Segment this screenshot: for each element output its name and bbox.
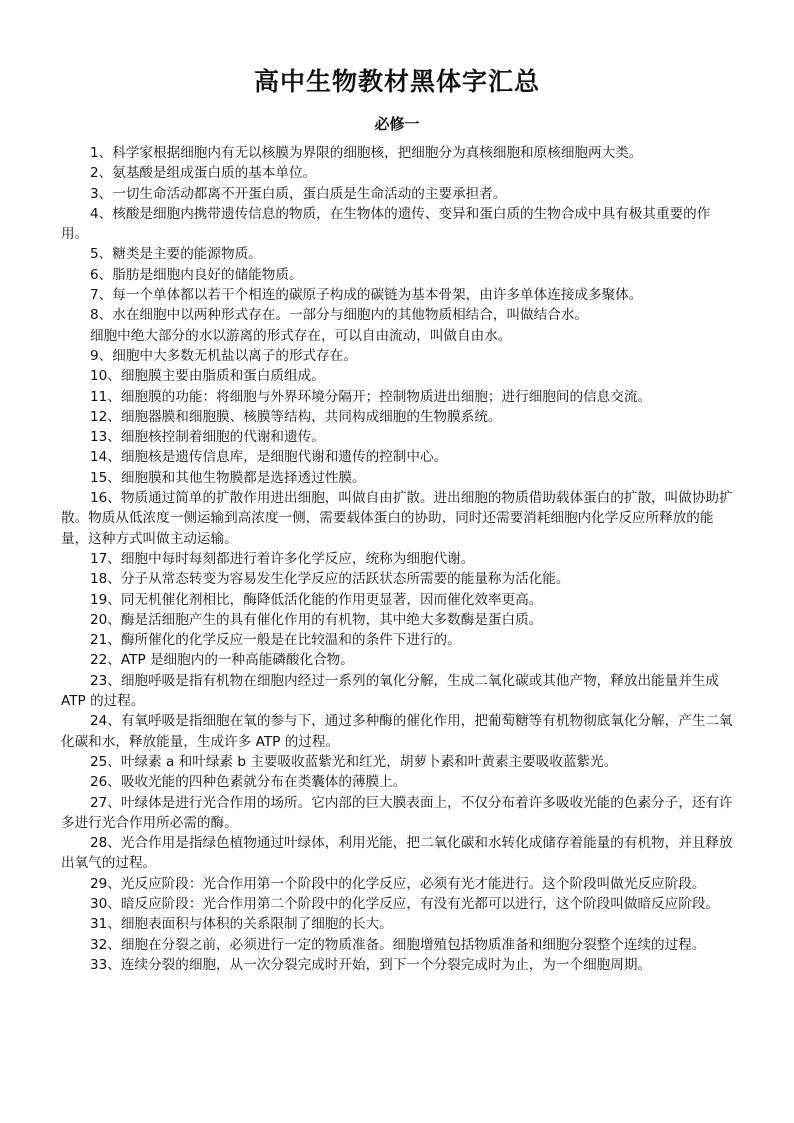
paragraph-list [61, 143, 734, 975]
paragraph: 18、分子从常态转变为容易发生化学反应的活跃状态所需要的能量称为活化能。 [90, 571, 570, 588]
paragraph: 27、叶绿体是进行光合作用的场所。它内部的巨大膜表面上，不仅分布着许多吸收光能的色素分子，还有许多进行光合作用所必需的酶。 [61, 794, 733, 831]
paragraph: 19、同无机催化剂相比，酶降低活化能的作用更显著，因而催化效率更高。 [90, 591, 543, 608]
paragraph: 13、细胞核控制着细胞的代谢和遗传。 [90, 429, 325, 446]
section-heading: 必修一 [374, 115, 420, 133]
paragraph: 29、光反应阶段：光合作用第一个阶段中的化学反应，必须有光才能进行。这个阶段叫做光反应阶段。 [90, 875, 706, 892]
paragraph: 33、连续分裂的细胞，从一次分裂完成时开始，到下一个分裂完成时为止，为一个细胞周期。 [90, 956, 652, 973]
paragraph: 20、酶是活细胞产生的具有催化作用的有机物，其中绝大多数酶是蛋白质。 [90, 611, 543, 628]
paragraph: 26、吸收光能的四种色素就分布在类囊体的薄膜上。 [90, 774, 407, 791]
paragraph: 12、细胞器膜和细胞膜、核膜等结构，共同构成细胞的生物膜系统。 [90, 408, 502, 425]
paragraph: 23、细胞呼吸是指有机物在细胞内经过一系列的氧化分解，生成二氧化碳或其他产物，释放出能量并生成 ATP 的过程。 [61, 672, 720, 710]
paragraph: 22、ATP 是细胞内的一种高能磷酸化合物。 [90, 652, 354, 669]
paragraph: 11、细胞膜的功能：将细胞与外界环境分隔开；控制物质进出细胞；进行细胞间的信息交流。 [90, 388, 652, 405]
paragraph: 4、核酸是细胞内携带遗传信息的物质，在生物体的遗传、变异和蛋白质的生物合成中具有极其重要的作用。 [61, 205, 711, 243]
paragraph: 8、水在细胞中以两种形式存在。一部分与细胞内的其他物质相结合，叫做结合水。 [90, 307, 589, 324]
paragraph: 6、脂肪是细胞内良好的储能物质。 [90, 266, 303, 283]
paragraph: 32、细胞在分裂之前，必须进行一定的物质准备。细胞增殖包括物质准备和细胞分裂整个连续的过程。 [90, 936, 706, 953]
paragraph: 细胞中绝大部分的水以游离的形式存在，可以自由流动，叫做自由水。 [90, 327, 512, 344]
paragraph: 7、每一个单体都以若干个相连的碳原子构成的碳链为基本骨架，由许多单体连接成多聚体。 [90, 287, 643, 304]
paragraph: 28、光合作用是指绿色植物通过叶绿体，利用光能，把二氧化碳和水转化成储存着能量的有机物，并且释放出氧气的过程。 [61, 835, 733, 872]
paragraph: 9、细胞中大多数无机盐以离子的形式存在。 [90, 347, 357, 364]
paragraph: 31、细胞表面积与体积的关系限制了细胞的长大。 [90, 916, 393, 933]
paragraph: 10、细胞膜主要由脂质和蛋白质组成。 [90, 368, 325, 385]
document-title: 高中生物教材黑体字汇总 [253, 67, 540, 96]
paragraph: 2、氨基酸是组成蛋白质的基本单位。 [90, 165, 317, 182]
paragraph: 17、细胞中每时每刻都进行着许多化学反应，统称为细胞代谢。 [90, 550, 475, 567]
paragraph: 30、暗反应阶段：光合作用第二个阶段中的化学反应，有没有光都可以进行，这个阶段叫做暗反应阶段。 [90, 895, 720, 912]
paragraph: 15、细胞膜和其他生物膜都是选择透过性膜。 [90, 469, 366, 486]
paragraph: 24、有氧呼吸是指细胞在氧的参与下，通过多种酶的催化作用，把葡萄糖等有机物彻底氧化分解，产生二氧化碳和水，释放能量，生成许多 ATP 的过程。 [61, 713, 733, 750]
paragraph: 3、一切生命活动都离不开蛋白质，蛋白质是生命活动的主要承担者。 [90, 185, 507, 202]
paragraph: 25、叶绿素 a 和叶绿素 b 主要吸收蓝紫光和红光，胡萝卜素和叶黄素主要吸收蓝紫光。 [90, 753, 618, 770]
paragraph: 14、细胞核是遗传信息库，是细胞代谢和遗传的控制中心。 [90, 449, 448, 466]
paragraph: 1、科学家根据细胞内有无以核膜为界限的细胞核，把细胞分为真核细胞和原核细胞两大类。 [90, 145, 643, 161]
paragraph: 21、酶所催化的化学反应一般是在比较温和的条件下进行的。 [90, 632, 461, 649]
paragraph: 16、物质通过简单的扩散作用进出细胞，叫做自由扩散。进出细胞的物质借助载体蛋白的扩散，叫做协助扩散。物质从低浓度一侧运输到高浓度一侧，需要载体蛋白的协助，同时还需要消耗细胞内化学反应所释放的能量，这种方式叫做主动运输。 [61, 490, 733, 547]
paragraph: 5、糖类是主要的能源物质。 [90, 246, 262, 263]
